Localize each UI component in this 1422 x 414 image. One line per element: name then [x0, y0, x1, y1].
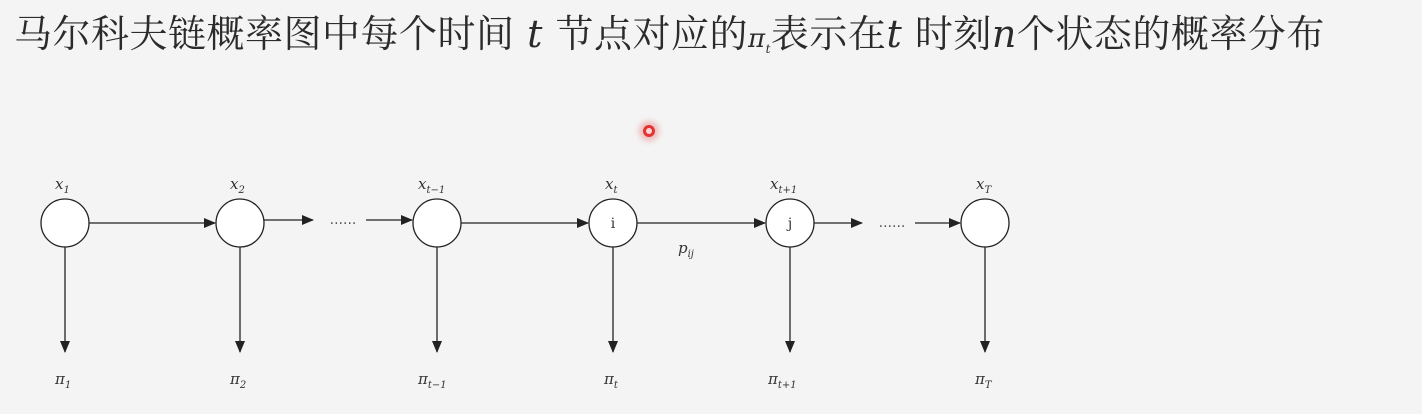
label-pi2: $\pi_2$ [230, 370, 247, 391]
label-xt-plus-1: $x_{t+1}$ [770, 175, 798, 196]
ellipsis-left: ...... [329, 212, 357, 228]
title-var-t: t [527, 12, 543, 56]
node-xt-plus-1-state-label: j [787, 216, 793, 232]
label-x2: $x_2$ [230, 175, 245, 196]
label-xt-minus-1: $x_{t-1}$ [418, 175, 446, 196]
transition-label-pij: $p_{ij}$ [678, 239, 694, 260]
title-var-t-2: t [886, 12, 903, 56]
label-piT: $\pi_T$ [975, 370, 992, 391]
node-x2 [216, 199, 264, 247]
ellipsis-right: ...... [878, 215, 906, 231]
label-pi-t: $\pi_t$ [604, 370, 618, 391]
node-x1 [41, 199, 89, 247]
node-xt-state-label: i [610, 216, 616, 232]
title-text-4: 时刻 [914, 12, 992, 56]
label-xt: $x_t$ [605, 175, 618, 196]
title-text-1: 马尔科夫链概率图中每个时间 [14, 12, 515, 56]
label-pi-t-plus-1: $\pi_{t+1}$ [768, 370, 797, 391]
title-text-3: 表示在 [770, 12, 887, 56]
label-x1: $x_1$ [55, 175, 70, 196]
label-pi-t-minus-1: $\pi_{t-1}$ [418, 370, 447, 391]
node-xT [961, 199, 1009, 247]
title-pi-t: $\pi_t$ [748, 24, 771, 57]
title-text-5: 个状态的概率分布 [1016, 12, 1325, 56]
node-xt-minus-1 [413, 199, 461, 247]
label-xT: $x_T$ [976, 175, 992, 196]
label-pi1: $\pi_1$ [55, 370, 72, 391]
title-text-2: 节点对应的 [555, 12, 748, 56]
title-var-n: n [991, 12, 1017, 56]
